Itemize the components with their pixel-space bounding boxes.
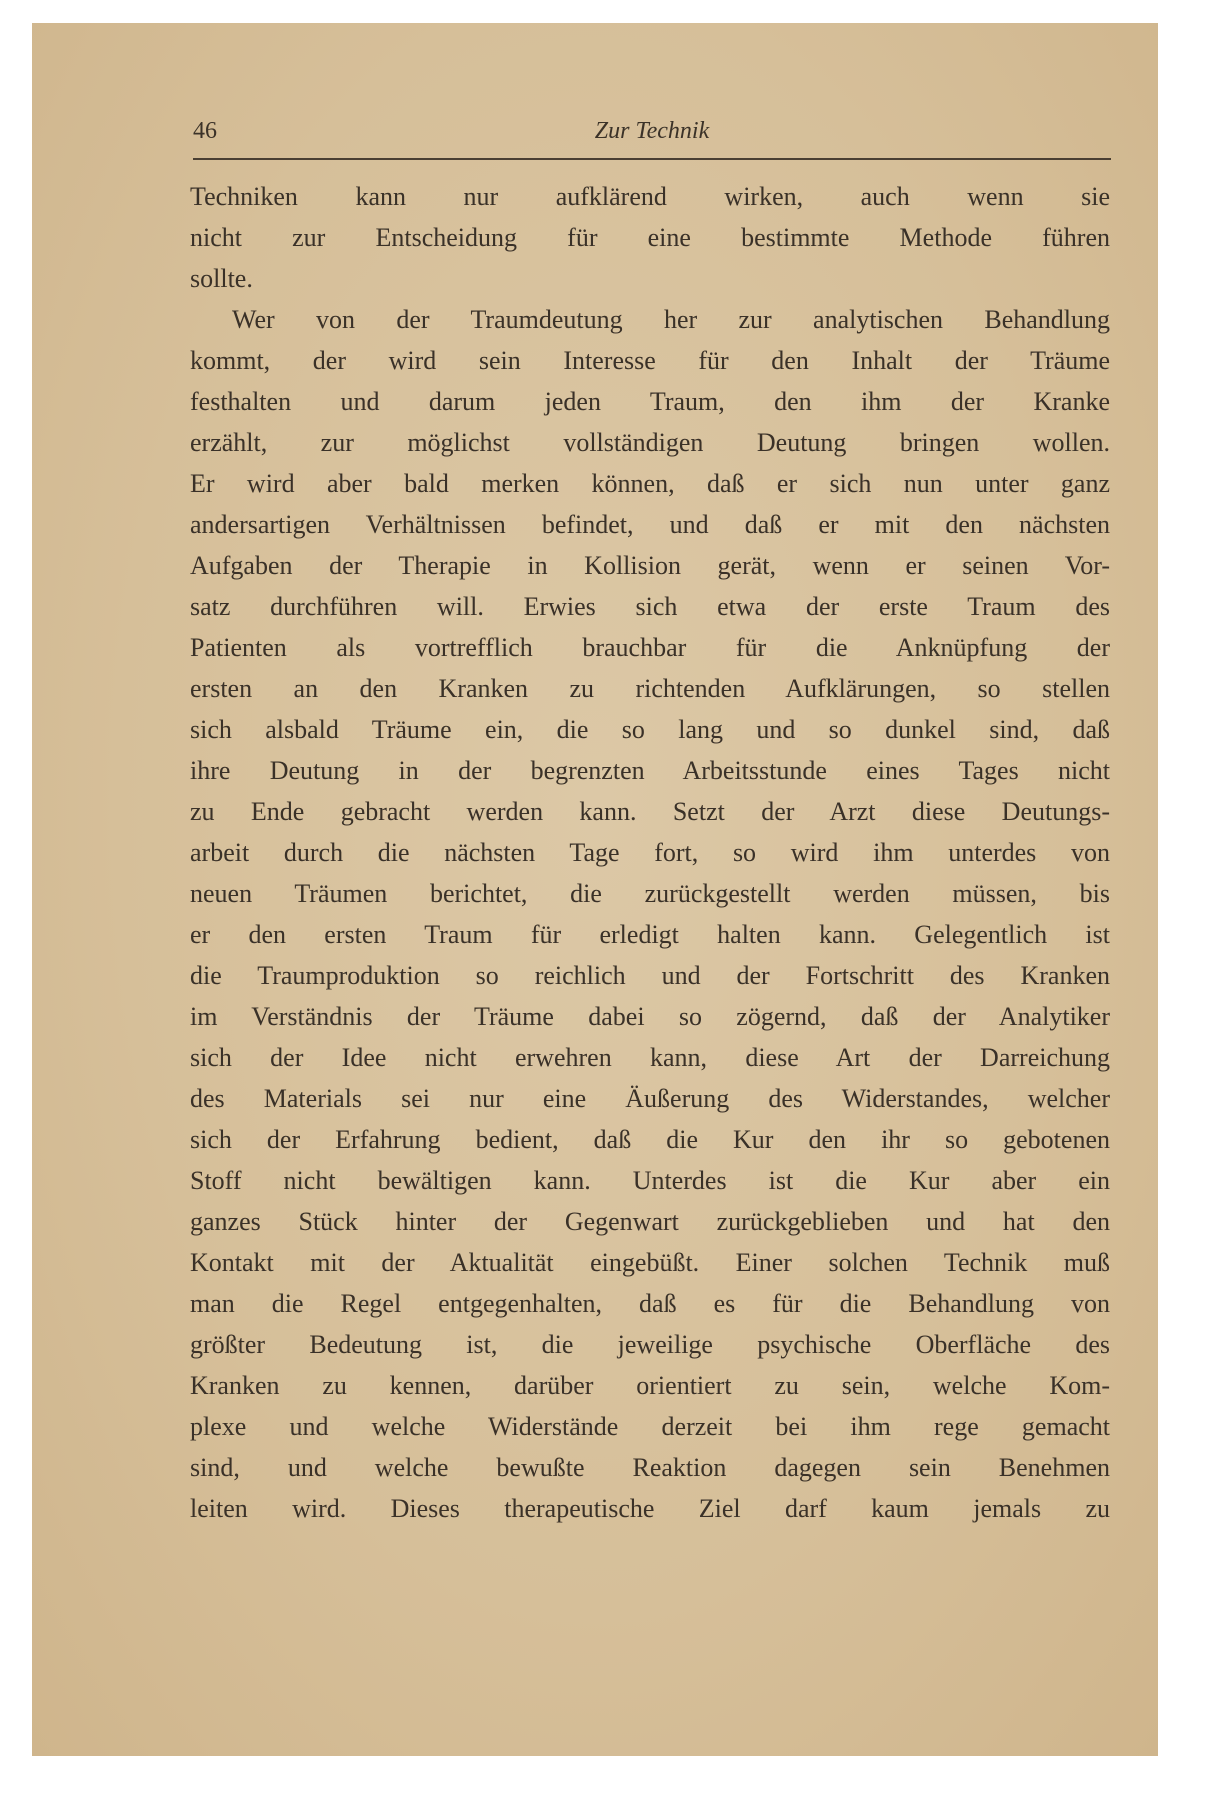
body-text <box>190 176 1110 1529</box>
text-line: ganzes Stück hinter der Gegenwart zurückgeblieben und hat den <box>190 1207 1110 1236</box>
text-line: er den ersten Traum für erledigt halten kann. Gelegentlich ist <box>190 920 1110 949</box>
text-line: plexe und welche Widerstände derzeit bei ihm rege gemacht <box>190 1412 1110 1441</box>
text-line: die Traumproduktion so reichlich und der Fortschritt des Kranken <box>190 961 1110 990</box>
text-line: sollte. <box>190 264 253 293</box>
text-line: leiten wird. Dieses therapeutische Ziel darf kaum jemals zu <box>190 1494 1110 1523</box>
text-line: sich der Idee nicht erwehren kann, diese Art der Darreichung <box>190 1043 1110 1072</box>
text-line: Wer von der Traumdeutung her zur analytischen Behandlung <box>232 305 1110 334</box>
text-line: neuen Träumen berichtet, die zurückgestellt werden müssen, bis <box>190 879 1110 908</box>
page-number: 46 <box>193 118 217 144</box>
text-line: andersartigen Verhältnissen befindet, und daß er mit den nächsten <box>190 510 1110 539</box>
text-line: Er wird aber bald merken können, daß er sich nun unter ganz <box>190 469 1110 498</box>
text-line: sich der Erfahrung bedient, daß die Kur den ihr so gebotenen <box>190 1125 1110 1154</box>
page-header <box>193 118 1111 148</box>
text-line: arbeit durch die nächsten Tage fort, so wird ihm unterdes von <box>190 838 1110 867</box>
text-line: Kranken zu kennen, darüber orientiert zu sein, welche Kom- <box>190 1371 1110 1400</box>
text-line: sich alsbald Träume ein, die so lang und so dunkel sind, daß <box>190 715 1110 744</box>
text-line: satz durchführen will. Erwies sich etwa der erste Traum des <box>190 592 1110 621</box>
text-line: im Verständnis der Träume dabei so zögernd, daß der Analytiker <box>190 1002 1110 1031</box>
text-line: Kontakt mit der Aktualität eingebüßt. Einer solchen Technik muß <box>190 1248 1110 1277</box>
text-line: zu Ende gebracht werden kann. Setzt der Arzt diese Deutungs- <box>190 797 1110 826</box>
text-line: ersten an den Kranken zu richtenden Aufklärungen, so stellen <box>190 674 1110 703</box>
text-line: Techniken kann nur aufklärend wirken, auch wenn sie <box>190 182 1110 211</box>
text-line: kommt, der wird sein Interesse für den Inhalt der Träume <box>190 346 1110 375</box>
text-line: festhalten und darum jeden Traum, den ihm der Kranke <box>190 387 1110 416</box>
header-rule <box>193 158 1111 160</box>
text-line: ihre Deutung in der begrenzten Arbeitsstunde eines Tages nicht <box>190 756 1110 785</box>
text-line: Aufgaben der Therapie in Kollision gerät, wenn er seinen Vor- <box>190 551 1110 580</box>
text-line: man die Regel entgegenhalten, daß es für die Behandlung von <box>190 1289 1110 1318</box>
text-line: sind, und welche bewußte Reaktion dagegen sein Benehmen <box>190 1453 1110 1482</box>
text-line: erzählt, zur möglichst vollständigen Deutung bringen wollen. <box>190 428 1110 457</box>
text-line: nicht zur Entscheidung für eine bestimmte Methode führen <box>190 223 1110 252</box>
text-line: Stoff nicht bewältigen kann. Unterdes ist die Kur aber ein <box>190 1166 1110 1195</box>
text-line: des Materials sei nur eine Äußerung des Widerstandes, welcher <box>190 1084 1110 1113</box>
text-line: Patienten als vortrefflich brauchbar für die Anknüpfung der <box>190 633 1110 662</box>
running-head: Zur Technik <box>594 118 710 144</box>
text-line: größter Bedeutung ist, die jeweilige psychische Oberfläche des <box>190 1330 1110 1359</box>
